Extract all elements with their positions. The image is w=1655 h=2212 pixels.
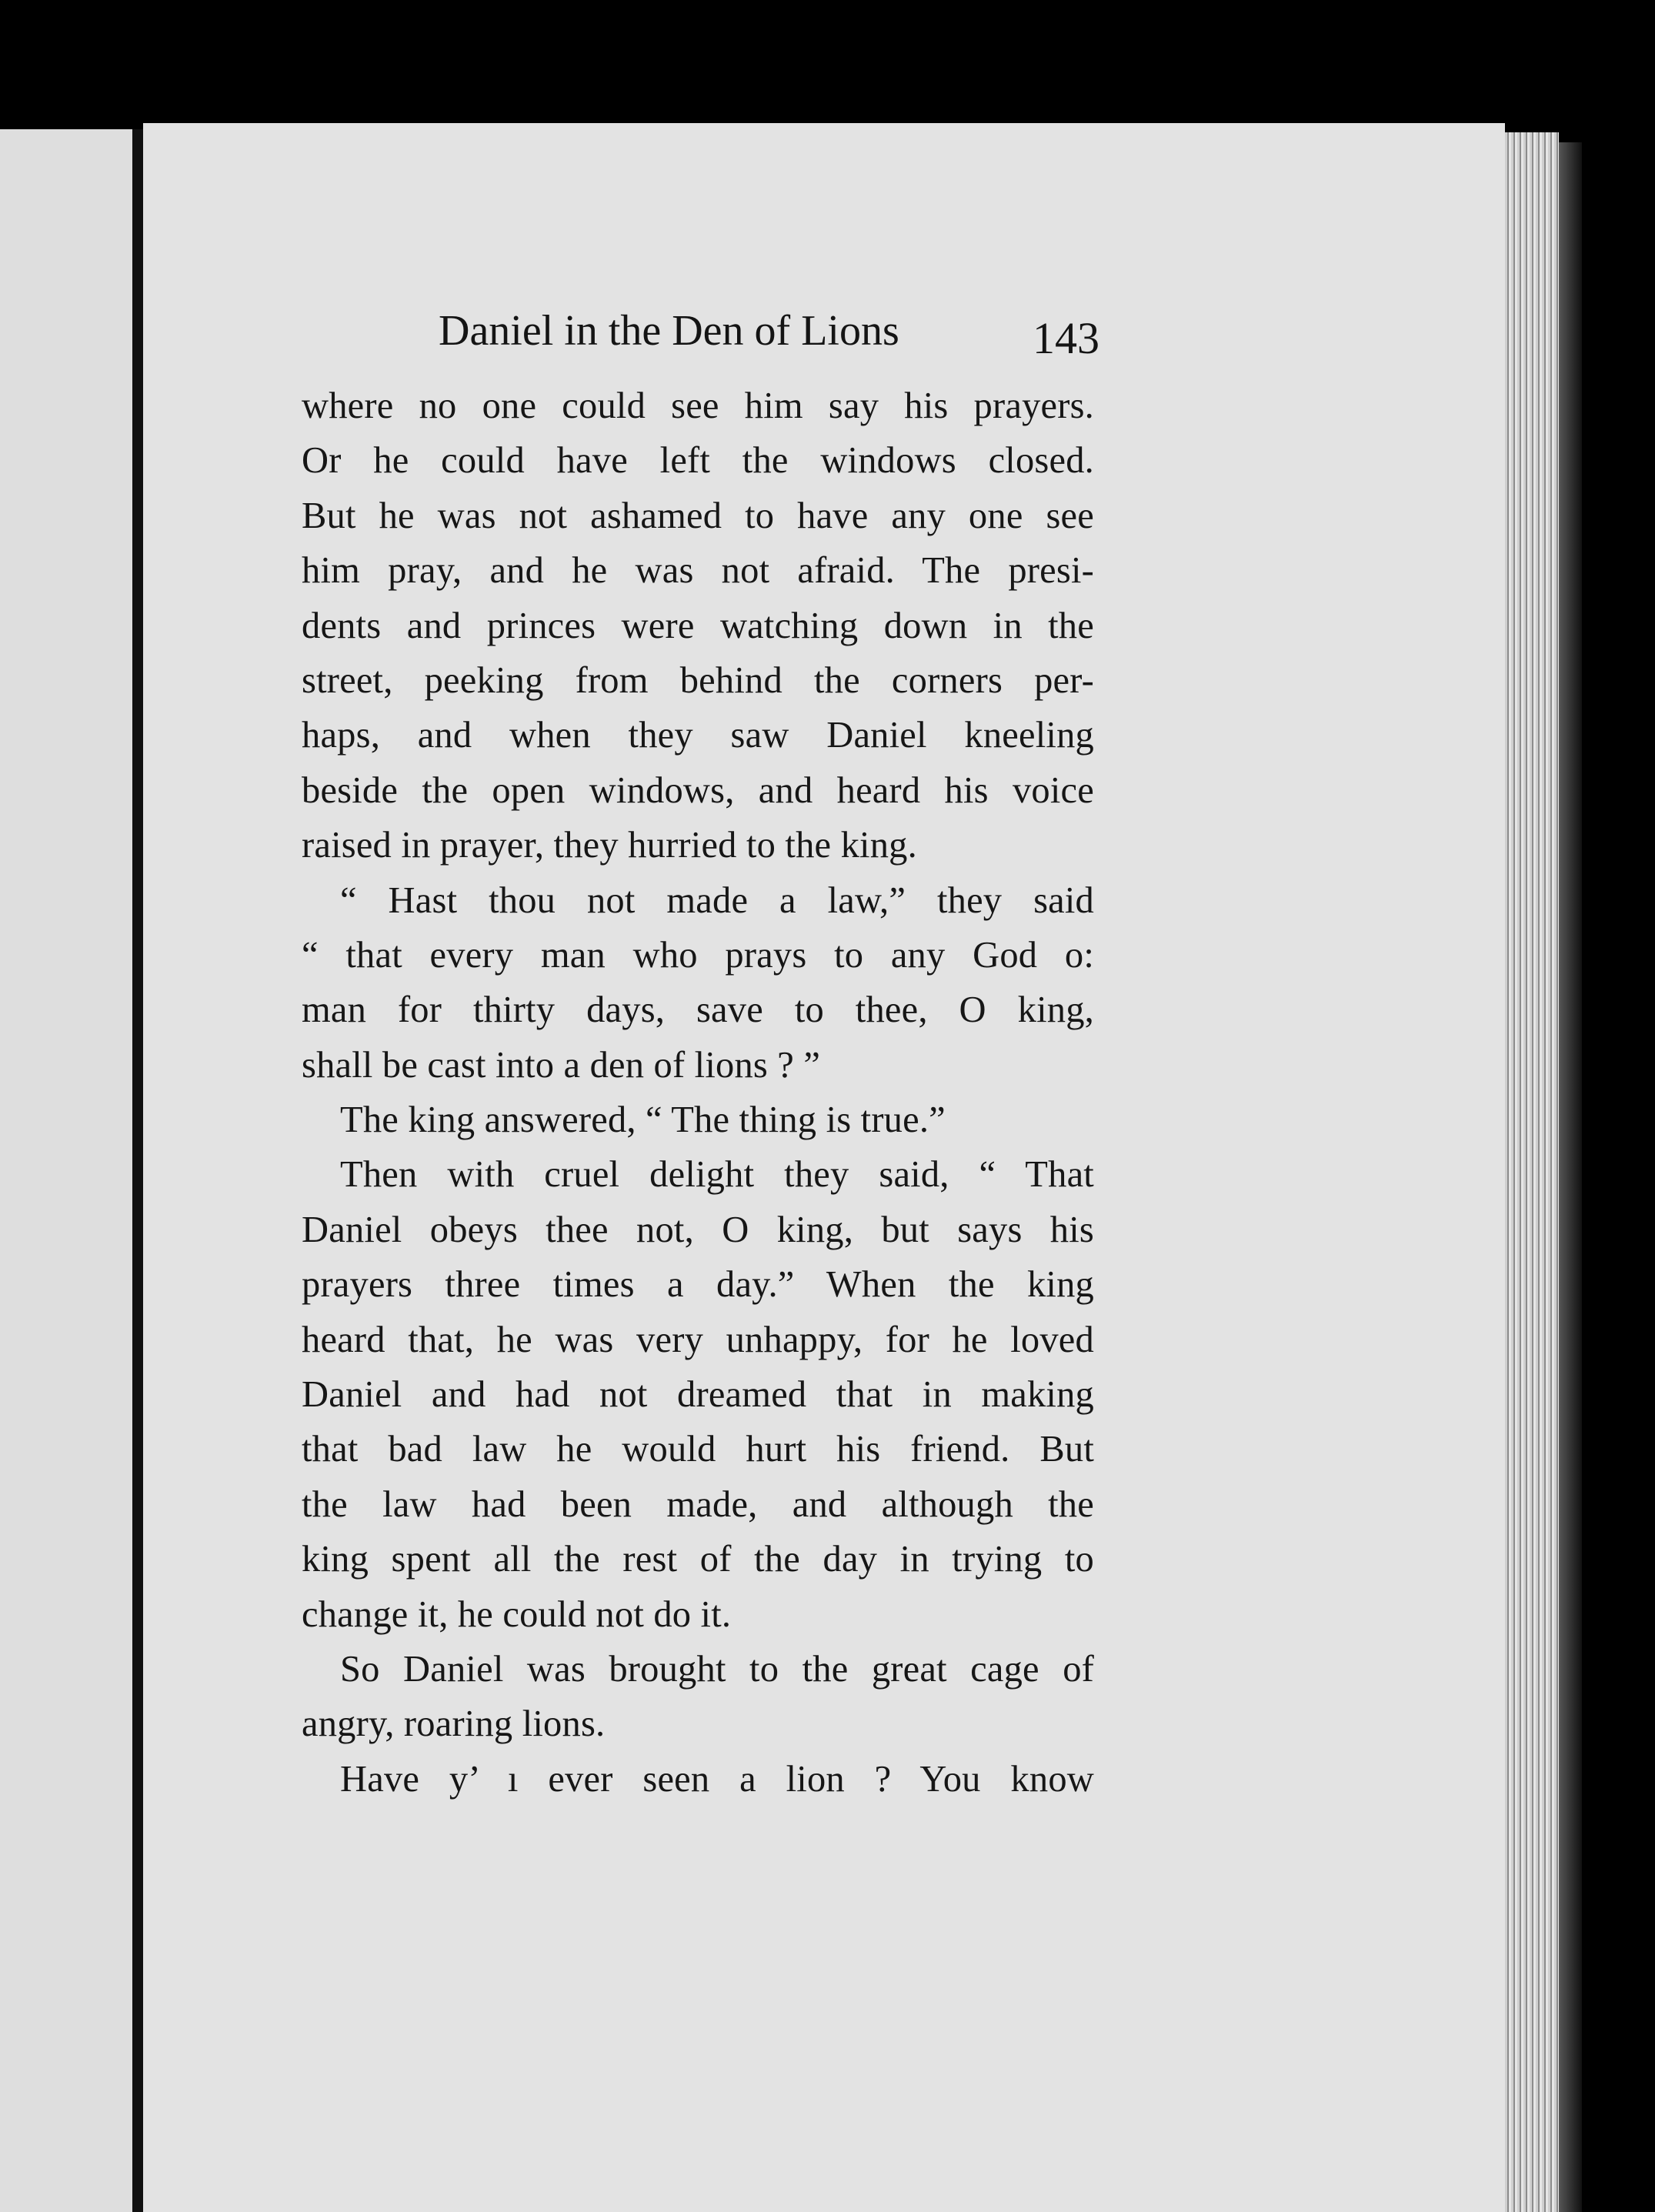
text-line: haps, and when they saw Daniel kneeling	[302, 715, 1094, 756]
previous-page-edge	[0, 129, 132, 2212]
text-line: The king answered, “ The thing is true.”	[340, 1099, 946, 1141]
text-line: angry, roaring lions.	[302, 1703, 606, 1745]
text-line: the law had been made, and although the	[302, 1483, 1094, 1525]
running-head-title: Daniel in the Den of Lions	[439, 307, 899, 355]
text-line: raised in prayer, they hurried to the king.	[302, 825, 917, 866]
text-line: change it, he could not do it.	[302, 1593, 732, 1635]
text-line: Daniel and had not dreamed that in making	[302, 1374, 1094, 1416]
text-line: street, peeking from behind the corners per-	[302, 659, 1094, 701]
text-line: dents and princes were watching down in the	[302, 605, 1094, 646]
page-number: 143	[1033, 313, 1099, 363]
text-line: Or he could have left the windows closed.	[302, 440, 1094, 482]
text-line: “ that every man who prays to any God o:	[302, 934, 1094, 976]
page-stack-edges	[1505, 132, 1559, 2212]
text-line: Then with cruel delight they said, “ That	[340, 1154, 1094, 1196]
text-line: Daniel obeys thee not, O king, but says his	[302, 1209, 1094, 1250]
book-gutter	[132, 129, 143, 2212]
text-line: man for thirty days, save to thee, O king,	[302, 989, 1094, 1031]
text-line: him pray, and he was not afraid. The presi-	[302, 550, 1094, 592]
text-line: prayers three times a day.” When the king	[302, 1264, 1094, 1306]
text-line: Have y’ ı ever seen a lion ? You know	[340, 1758, 1094, 1800]
body-text	[302, 379, 1094, 1807]
text-line: So Daniel was brought to the great cage of	[340, 1648, 1094, 1690]
book-edge-shadow	[1559, 142, 1582, 2212]
text-line: heard that, he was very unhappy, for he loved	[302, 1319, 1094, 1360]
text-line: that bad law he would hurt his friend. But	[302, 1429, 1094, 1470]
text-line: king spent all the rest of the day in trying to	[302, 1539, 1094, 1580]
text-line: where no one could see him say his prayers.	[302, 385, 1094, 426]
text-line: “ Hast thou not made a law,” they said	[340, 879, 1094, 921]
text-line: beside the open windows, and heard his voice	[302, 769, 1094, 811]
text-line: shall be cast into a den of lions ? ”	[302, 1044, 821, 1086]
text-line: But he was not ashamed to have any one see	[302, 495, 1094, 536]
